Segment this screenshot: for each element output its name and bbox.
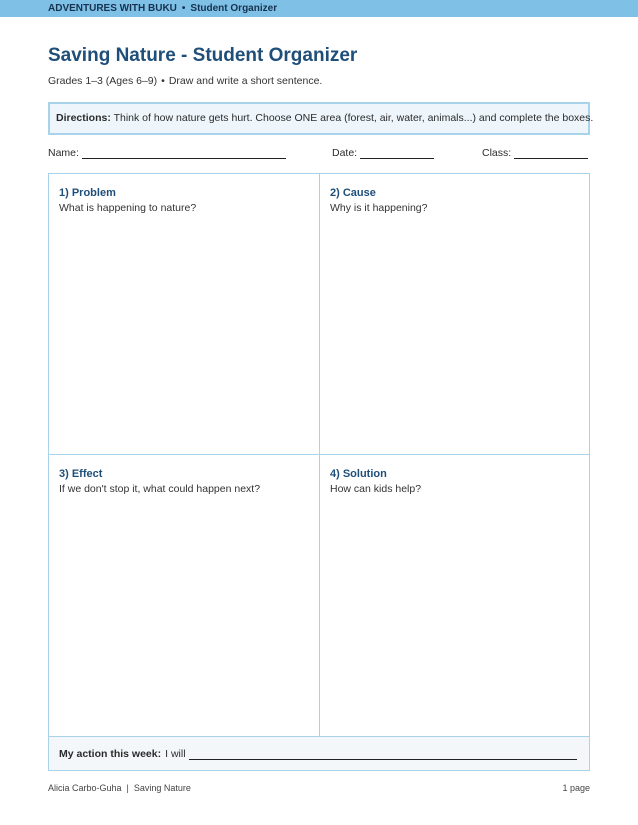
action-line[interactable] <box>189 748 577 760</box>
subtitle-instruction: Draw and write a short sentence. <box>168 75 323 87</box>
action-row[interactable] <box>49 737 589 770</box>
name-line[interactable] <box>82 147 286 159</box>
organizer-grid <box>48 173 590 771</box>
page-count: 1 page <box>562 783 590 793</box>
directions-box <box>48 102 594 135</box>
box-prompt: How can kids help? <box>330 483 422 495</box>
box-heading: 1) Problem <box>59 187 116 199</box>
box-heading: 2) Cause <box>330 187 376 199</box>
class-field[interactable] <box>482 147 588 159</box>
directions-text: Think of how nature gets hurt. Choose ONE area (forest, air, water, animals...) and complete the boxes. <box>113 112 594 124</box>
effect-box[interactable] <box>59 468 260 495</box>
class-label: Class: <box>482 147 512 159</box>
subtitle-separator: • <box>161 75 165 87</box>
grid-divider-horizontal <box>49 454 589 455</box>
box-prompt: If we don't stop it, what could happen next? <box>59 483 261 495</box>
grade-range: Grades 1–3 (Ages 6–9) <box>48 75 158 87</box>
grid-divider-vertical <box>319 174 320 736</box>
date-label: Date: <box>332 147 358 159</box>
action-label: My action this week: <box>59 747 162 760</box>
page-title: Saving Nature - Student Organizer <box>48 45 358 66</box>
action-starter: I will <box>165 747 186 760</box>
footer-separator: | <box>126 783 129 793</box>
date-line[interactable] <box>360 147 434 159</box>
name-label: Name: <box>48 147 79 159</box>
cause-box[interactable] <box>330 187 427 214</box>
solution-box[interactable] <box>330 468 421 495</box>
series-name: ADVENTURES WITH BUKU <box>48 3 177 14</box>
class-line[interactable] <box>514 147 588 159</box>
footer-credit <box>48 783 191 793</box>
book-title: Saving Nature <box>133 783 191 793</box>
box-prompt: Why is it happening? <box>330 202 428 214</box>
top-banner <box>0 0 638 17</box>
box-heading: 3) Effect <box>59 468 103 480</box>
author-name: Alicia Carbo-Guha <box>48 783 122 793</box>
date-field[interactable] <box>332 147 434 159</box>
subtitle <box>48 75 322 87</box>
section-name: Student Organizer <box>190 3 278 14</box>
problem-box[interactable] <box>59 187 196 214</box>
name-field[interactable] <box>48 147 286 159</box>
box-prompt: What is happening to nature? <box>59 202 197 214</box>
directions-label: Directions: <box>56 112 111 124</box>
banner-separator: • <box>181 3 186 14</box>
box-heading: 4) Solution <box>330 468 387 480</box>
